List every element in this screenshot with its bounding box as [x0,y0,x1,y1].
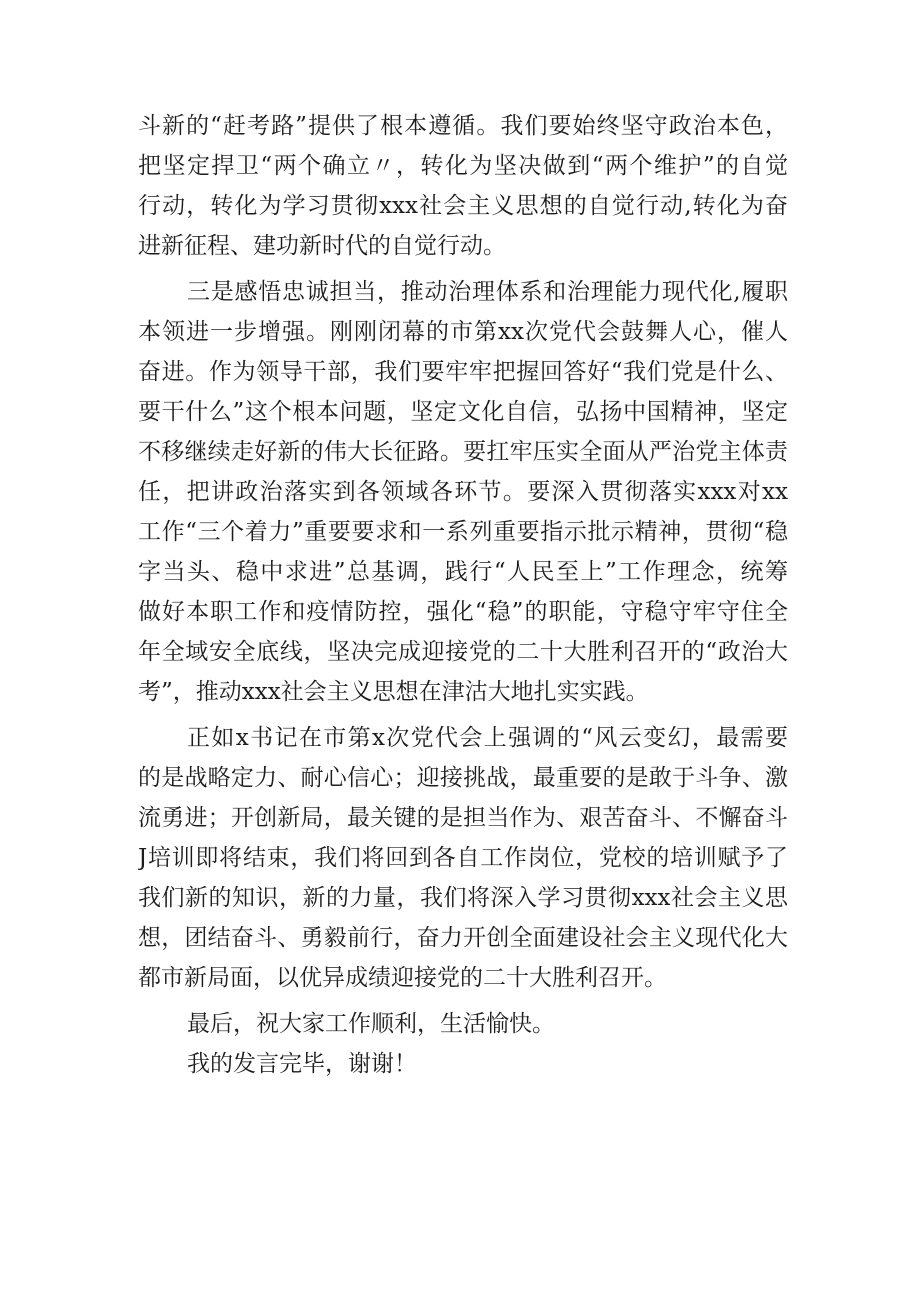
paragraph-3 [138,718,788,998]
text-line: 把坚定捍卫“两个确立〃，转化为坚决做到“两个维护”的自觉 [138,153,788,179]
text-line: 字当头、稳中求进”总基调，践行“人民至上”工作理念，统筹 [138,559,788,585]
text-line: 三是感悟忠诚担当，推动治理体系和治理能力现代化,履职 [187,279,788,305]
paragraph-2 [138,272,788,712]
text-line: 想，团结奋斗、勇毅前行，奋力开创全面建设社会主义现代化大 [138,925,788,951]
text-line: 正如x书记在市第x次党代会上强调的“风云变幻，最需要 [187,725,788,751]
closing-thanks: 我的发言完毕，谢谢！ [187,1051,417,1077]
text-line: 本领进一步增强。刚刚闭幕的市第xx次党代会鼓舞人心，催人 [138,319,788,345]
text-line: 都市新局面，以优异成绩迎接党的二十大胜利召开。 [138,965,667,991]
text-line: 的是战略定力、耐心信心；迎接挑战，最重要的是敢于斗争、激 [138,765,788,791]
closing-wishes: 最后，祝大家工作顺利，生活愉快。 [187,1011,555,1037]
text-line: 奋进。作为领导干部，我们要牢牢把握回答好“我们党是什么、 [138,359,788,385]
text-line: 年全域安全底线，坚决完成迎接党的二十大胜利召开的“政治大 [138,639,788,665]
text-line: 行动，转化为学习贯彻xxx社会主义思想的自觉行动,转化为奋 [138,193,788,219]
text-line: 斗新的“赶考路”提供了根本遵循。我们要始终坚守政治本色， [138,113,788,139]
paragraph-1 [138,106,788,266]
text-line: J培训即将结束，我们将回到各自工作岗位，党校的培训赋予了 [138,845,788,871]
text-line: 做好本职工作和疫情防控，强化“稳”的职能，守稳守牢守住全 [138,599,788,625]
text-line: 流勇进；开创新局，最关键的是担当作为、艰苦奋斗、不懈奋斗 [138,805,788,831]
text-line: 工作“三个着力”重要要求和一系列重要指示批示精神，贯彻“稳 [138,519,788,545]
text-line: 任，把讲政治落实到各领域各环节。要深入贯彻落实xxx对xx [138,479,788,505]
text-line: 进新征程、建功新时代的自觉行动。 [138,233,506,259]
document-body [138,106,788,1084]
text-line: 不移继续走好新的伟大长征路。要扛牢压实全面从严治党主体责 [138,439,788,465]
text-line: 要干什么”这个根本问题，坚定文化自信，弘扬中国精神，坚定 [138,399,788,425]
text-line: 我们新的知识，新的力量，我们将深入学习贯彻xxx社会主义思 [138,885,788,911]
text-line: 考”，推动xxx社会主义思想在津沽大地扎实实践。 [138,679,649,705]
